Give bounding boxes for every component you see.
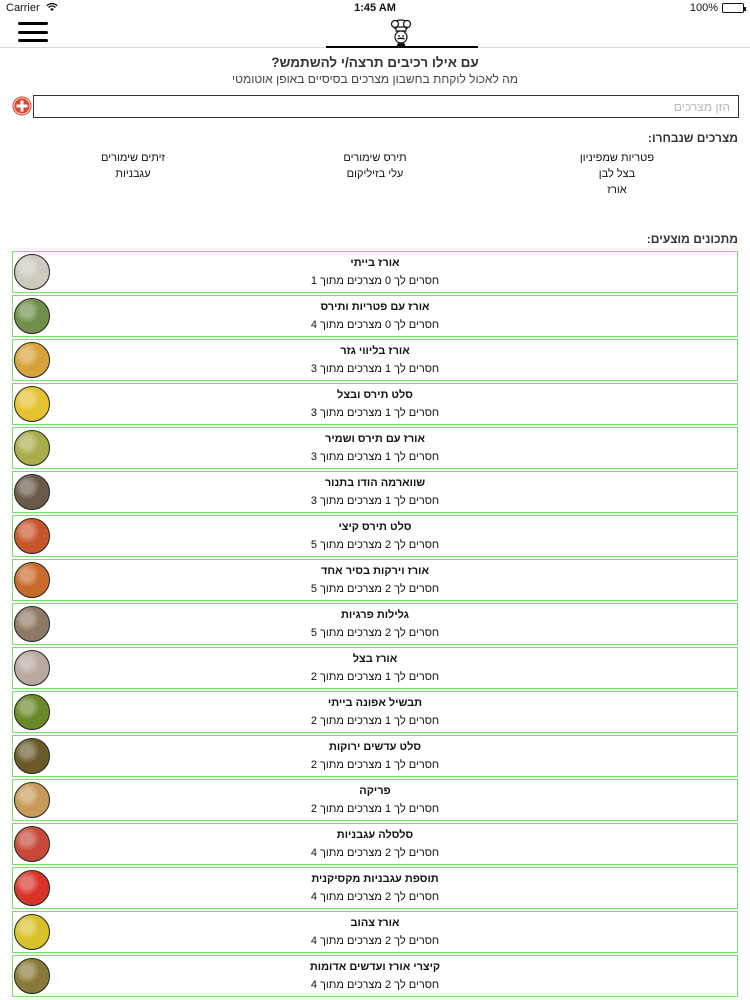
selected-ingredient[interactable]: עלי בזיליקום — [346, 168, 404, 180]
recipe-thumbnail — [14, 958, 50, 994]
selected-ingredient[interactable]: אורז — [607, 184, 627, 196]
recipe-item[interactable] — [12, 471, 738, 513]
recipe-missing-count: חסרים לך 1 מצרכים מתוך 2 — [310, 671, 440, 683]
recipe-thumbnail — [14, 914, 50, 950]
recipe-name: קיצרי אורז ועדשים אדומות — [309, 961, 441, 973]
recipe-missing-count: חסרים לך 1 מצרכים מתוך 3 — [310, 407, 440, 419]
recipe-name: אורז וירקות בסיר אחד — [321, 565, 429, 577]
recipe-thumbnail — [14, 562, 50, 598]
ingredients-column — [496, 150, 738, 198]
carrier-text: Carrier — [6, 2, 40, 14]
recipe-missing-count: חסרים לך 0 מצרכים מתוך 4 — [310, 319, 440, 331]
suggested-recipes-label: מתכונים מוצעים: — [646, 232, 738, 246]
recipe-name: סלט תירס ובצל — [337, 389, 413, 401]
ingredients-column — [254, 150, 496, 198]
recipe-item[interactable] — [12, 383, 738, 425]
page-subtitle: מה לאכול לוקחת בחשבון מצרכים בסיסיים באופן אוטומטי — [232, 72, 518, 86]
recipe-item[interactable] — [12, 735, 738, 777]
recipe-thumbnail — [14, 254, 50, 290]
recipe-item[interactable] — [12, 823, 738, 865]
recipe-thumbnail — [14, 386, 50, 422]
recipe-item[interactable] — [12, 339, 738, 381]
recipe-thumbnail — [14, 826, 50, 862]
recipe-thumbnail — [14, 518, 50, 554]
page-title: עם אילו רכיבים תרצה/י להשתמש? — [271, 55, 479, 70]
recipe-thumbnail — [14, 298, 50, 334]
recipe-name: גלילות פרגיות — [341, 609, 409, 621]
recipe-item[interactable] — [12, 647, 738, 689]
recipe-name: אורז בליווי גזר — [340, 345, 410, 357]
recipe-item[interactable] — [12, 691, 738, 733]
recipe-thumbnail — [14, 342, 50, 378]
recipe-missing-count: חסרים לך 1 מצרכים מתוך 2 — [310, 759, 440, 771]
recipe-item[interactable] — [12, 603, 738, 645]
status-time: 1:45 AM — [354, 2, 396, 14]
recipe-missing-count: חסרים לך 1 מצרכים מתוך 2 — [310, 715, 440, 727]
status-bar — [0, 0, 750, 18]
selected-ingredients-label: מצרכים שנבחרו: — [647, 131, 738, 145]
recipe-missing-count: חסרים לך 1 מצרכים מתוך 3 — [310, 363, 440, 375]
recipe-name: אורז צהוב — [350, 917, 400, 929]
recipe-missing-count: חסרים לך 2 מצרכים מתוך 4 — [310, 847, 440, 859]
recipe-missing-count: חסרים לך 0 מצרכים מתוך 1 — [310, 275, 440, 287]
recipe-missing-count: חסרים לך 2 מצרכים מתוך 5 — [310, 627, 440, 639]
recipe-thumbnail — [14, 474, 50, 510]
recipe-name: אורז עם תירס ושמיר — [324, 433, 425, 445]
recipe-missing-count: חסרים לך 2 מצרכים מתוך 4 — [310, 935, 440, 947]
chef-logo-icon — [388, 18, 414, 48]
selected-ingredient[interactable]: פטריות שמפיניון — [579, 152, 655, 164]
recipe-item[interactable] — [12, 911, 738, 953]
recipe-list — [12, 251, 738, 999]
recipe-item[interactable] — [12, 559, 738, 601]
battery-icon — [722, 3, 744, 13]
recipe-thumbnail — [14, 782, 50, 818]
battery-status — [690, 2, 744, 14]
recipe-name: תבשיל אפונה בייתי — [327, 697, 423, 709]
recipe-name: אורז בייתי — [350, 257, 400, 269]
menu-line — [18, 31, 48, 34]
recipe-name: תוספת עגבניות מקסיקנית — [311, 873, 439, 885]
recipe-missing-count: חסרים לך 2 מצרכים מתוך 4 — [310, 891, 440, 903]
recipe-item[interactable] — [12, 515, 738, 557]
selected-ingredient[interactable]: עגבניות — [115, 168, 151, 180]
selected-ingredient[interactable]: בצל לבן — [598, 168, 636, 180]
hamburger-menu-icon[interactable] — [18, 22, 48, 42]
recipe-thumbnail — [14, 650, 50, 686]
recipe-name: אורז בצל — [352, 653, 398, 665]
recipe-item[interactable] — [12, 295, 738, 337]
recipe-name: אורז עם פטריות ותירס — [320, 301, 430, 313]
add-ingredient-button[interactable] — [12, 96, 32, 116]
nav-underline — [326, 46, 478, 48]
recipe-item[interactable] — [12, 955, 738, 997]
recipe-name: פריקה — [359, 785, 391, 797]
recipe-thumbnail — [14, 694, 50, 730]
recipe-item[interactable] — [12, 427, 738, 469]
recipe-missing-count: חסרים לך 2 מצרכים מתוך 5 — [310, 583, 440, 595]
battery-percent: 100% — [689, 2, 718, 14]
recipe-item[interactable] — [12, 867, 738, 909]
recipe-thumbnail — [14, 870, 50, 906]
recipe-name: סלט עדשים ירוקות — [328, 741, 422, 753]
recipe-name: סלט תירס קיצי — [338, 521, 412, 533]
recipe-missing-count: חסרים לך 1 מצרכים מתוך 2 — [310, 803, 440, 815]
recipe-name: סלסלה עגבניות — [336, 829, 414, 841]
menu-line — [18, 39, 48, 42]
recipe-missing-count: חסרים לך 2 מצרכים מתוך 5 — [310, 539, 440, 551]
ingredients-column — [12, 150, 254, 198]
recipe-missing-count: חסרים לך 1 מצרכים מתוך 3 — [310, 451, 440, 463]
selected-ingredient[interactable]: זיתים שימורים — [100, 152, 165, 164]
recipe-item[interactable] — [12, 779, 738, 821]
selected-ingredients-grid — [12, 150, 738, 198]
selected-ingredient[interactable]: תירס שימורים — [343, 152, 407, 164]
recipe-thumbnail — [14, 606, 50, 642]
menu-line — [18, 22, 48, 25]
recipe-name: שווארמה הודו בתנור — [324, 477, 426, 489]
recipe-missing-count: חסרים לך 1 מצרכים מתוך 3 — [310, 495, 440, 507]
recipe-thumbnail — [14, 430, 50, 466]
ingredient-search-input[interactable] — [33, 95, 739, 118]
nav-bar — [0, 18, 750, 48]
recipe-thumbnail — [14, 738, 50, 774]
recipe-item[interactable] — [12, 251, 738, 293]
recipe-missing-count: חסרים לך 2 מצרכים מתוך 4 — [310, 979, 440, 991]
